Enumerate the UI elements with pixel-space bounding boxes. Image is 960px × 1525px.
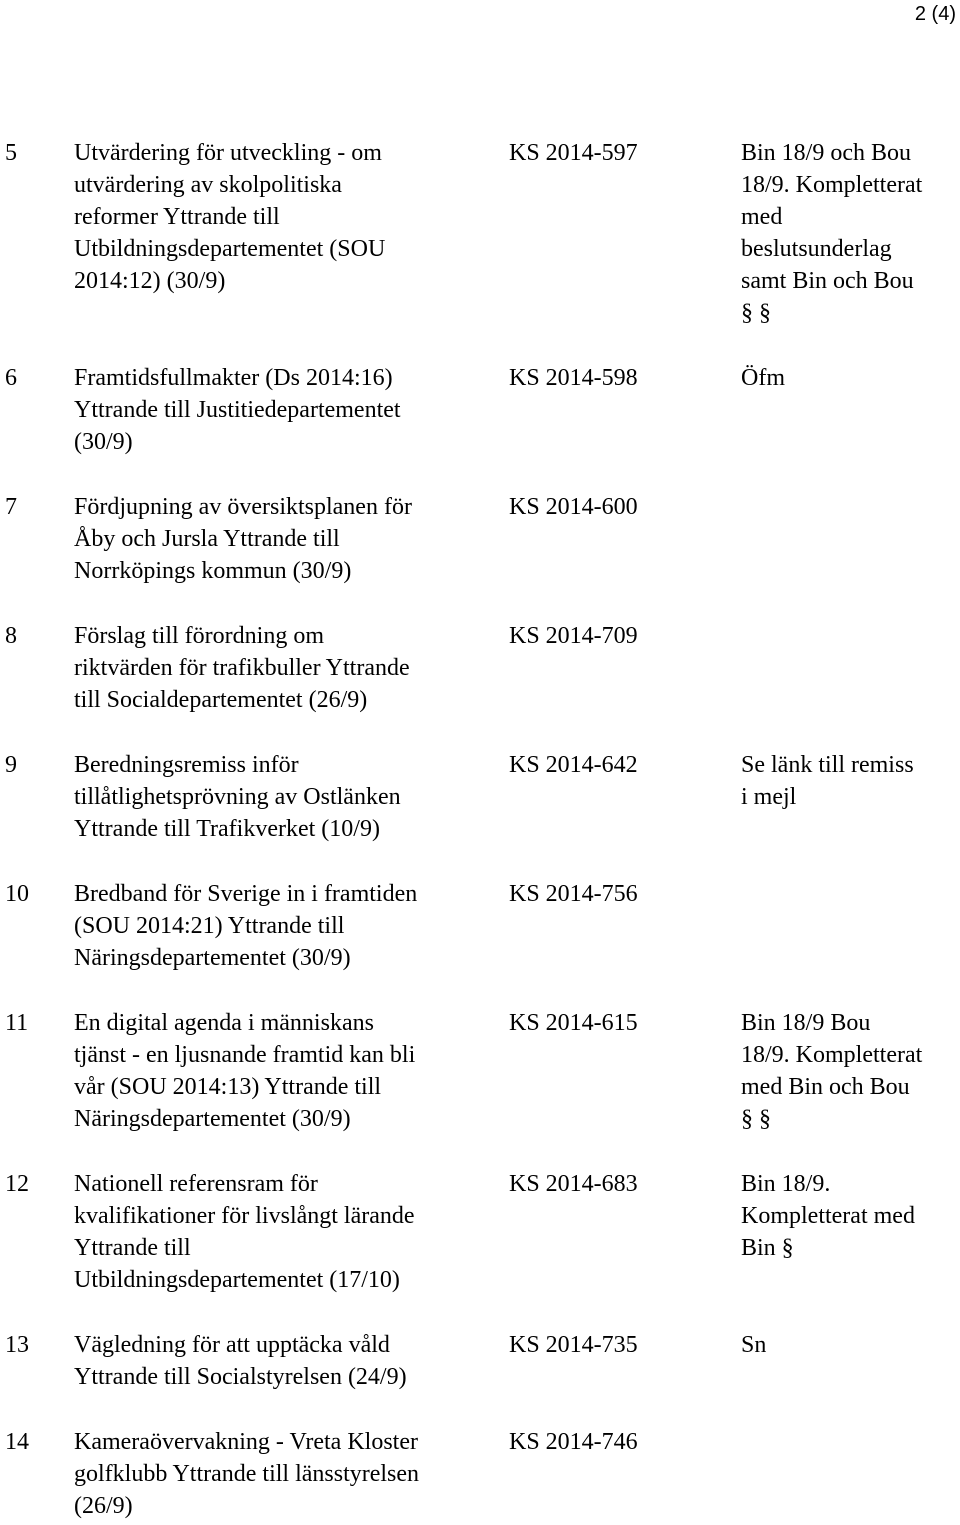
description-line: Fördjupning av översiktsplanen för <box>74 494 412 520</box>
description-line: 2014:12) (30/9) <box>74 268 226 294</box>
description-line: Utbildningsdepartementet (SOU <box>74 236 386 262</box>
case-reference: KS 2014-615 <box>509 1010 638 1036</box>
item-number: 5 <box>5 140 17 166</box>
description-line: reformer Yttrande till <box>74 204 280 230</box>
item-number: 14 <box>5 1429 29 1455</box>
description-line: vår (SOU 2014:13) Yttrande till <box>74 1074 382 1100</box>
note-line: Bin 18/9. <box>741 1171 831 1197</box>
description-line: Norrköpings kommun (30/9) <box>74 558 352 584</box>
description-line: Kameraövervakning - Vreta Kloster <box>74 1429 418 1455</box>
note-line: i mejl <box>741 784 797 810</box>
note-line: Se länk till remiss <box>741 752 914 778</box>
description-line: tjänst - en ljusnande framtid kan bli <box>74 1042 416 1068</box>
case-reference: KS 2014-735 <box>509 1332 638 1358</box>
description-line: Åby och Jursla Yttrande till <box>74 526 340 552</box>
description-line: Bredband för Sverige in i framtiden <box>74 881 418 907</box>
note-line: 18/9. Kompletterat <box>741 172 923 198</box>
item-number: 13 <box>5 1332 29 1358</box>
item-number: 11 <box>5 1010 29 1036</box>
case-reference: KS 2014-756 <box>509 881 638 907</box>
item-description <box>74 749 494 845</box>
description-line: riktvärden för trafikbuller Yttrande <box>74 655 410 681</box>
item-description <box>74 1426 494 1522</box>
description-line: (30/9) <box>74 429 133 455</box>
description-line: Förslag till förordning om <box>74 623 324 649</box>
description-line: Näringsdepartementet (30/9) <box>74 1106 351 1132</box>
case-reference: KS 2014-598 <box>509 365 638 391</box>
note-line: samt Bin och Bou <box>741 268 914 294</box>
description-line: Beredningsremiss inför <box>74 752 299 778</box>
description-line: (26/9) <box>74 1493 133 1519</box>
item-description <box>74 620 494 716</box>
description-line: tillåtlighetsprövning av Ostlänken <box>74 784 401 810</box>
description-line: En digital agenda i människans <box>74 1010 374 1036</box>
description-line: Nationell referensram för <box>74 1171 318 1197</box>
description-line: Yttrande till Socialstyrelsen (24/9) <box>74 1364 407 1390</box>
item-note <box>741 1007 956 1135</box>
case-reference: KS 2014-642 <box>509 752 638 778</box>
item-note <box>741 1168 956 1264</box>
item-note <box>741 137 956 329</box>
case-reference: KS 2014-600 <box>509 494 638 520</box>
note-line: 18/9. Kompletterat <box>741 1042 923 1068</box>
case-reference: KS 2014-597 <box>509 140 638 166</box>
item-description <box>74 137 494 297</box>
item-number: 6 <box>5 365 17 391</box>
description-line: till Socialdepartementet (26/9) <box>74 687 368 713</box>
item-number: 9 <box>5 752 17 778</box>
note-line: Sn <box>741 1332 767 1358</box>
note-line: beslutsunderlag <box>741 236 892 262</box>
description-line: Utbildningsdepartementet (17/10) <box>74 1267 400 1293</box>
description-line: Näringsdepartementet (30/9) <box>74 945 351 971</box>
case-reference: KS 2014-746 <box>509 1429 638 1455</box>
item-description <box>74 491 494 587</box>
description-line: Vägledning för att upptäcka våld <box>74 1332 390 1358</box>
description-line: Utvärdering för utveckling - om <box>74 140 382 166</box>
description-line: Yttrande till <box>74 1235 191 1261</box>
note-section-symbols: § § <box>741 1106 771 1132</box>
description-line: golfklubb Yttrande till länsstyrelsen <box>74 1461 420 1487</box>
case-reference: KS 2014-683 <box>509 1171 638 1197</box>
note-line: Kompletterat med <box>741 1203 915 1229</box>
item-number: 8 <box>5 623 17 649</box>
item-description <box>74 1168 494 1296</box>
item-number: 10 <box>5 881 29 907</box>
description-line: (SOU 2014:21) Yttrande till <box>74 913 345 939</box>
case-reference: KS 2014-709 <box>509 623 638 649</box>
note-section-symbols: § § <box>741 300 771 326</box>
item-number: 12 <box>5 1171 29 1197</box>
item-note <box>741 362 956 394</box>
item-number: 7 <box>5 494 17 520</box>
page-number: 2 (4) <box>914 3 956 25</box>
item-description <box>74 878 494 974</box>
description-line: Yttrande till Trafikverket (10/9) <box>74 816 380 842</box>
note-line: Bin 18/9 Bou <box>741 1010 871 1036</box>
item-note <box>741 749 956 813</box>
description-line: Yttrande till Justitiedepartementet <box>74 397 401 423</box>
note-line: med Bin och Bou <box>741 1074 910 1100</box>
description-line: utvärdering av skolpolitiska <box>74 172 342 198</box>
item-description <box>74 1007 494 1135</box>
note-line: Bin 18/9 och Bou <box>741 140 912 166</box>
note-line: med <box>741 204 783 230</box>
note-line: Öfm <box>741 365 785 391</box>
item-description <box>74 362 494 458</box>
item-description <box>74 1329 494 1393</box>
description-line: kvalifikationer för livslångt lärande <box>74 1203 415 1229</box>
note-line: Bin § <box>741 1235 794 1261</box>
item-note <box>741 1329 956 1361</box>
description-line: Framtidsfullmakter (Ds 2014:16) <box>74 365 393 391</box>
